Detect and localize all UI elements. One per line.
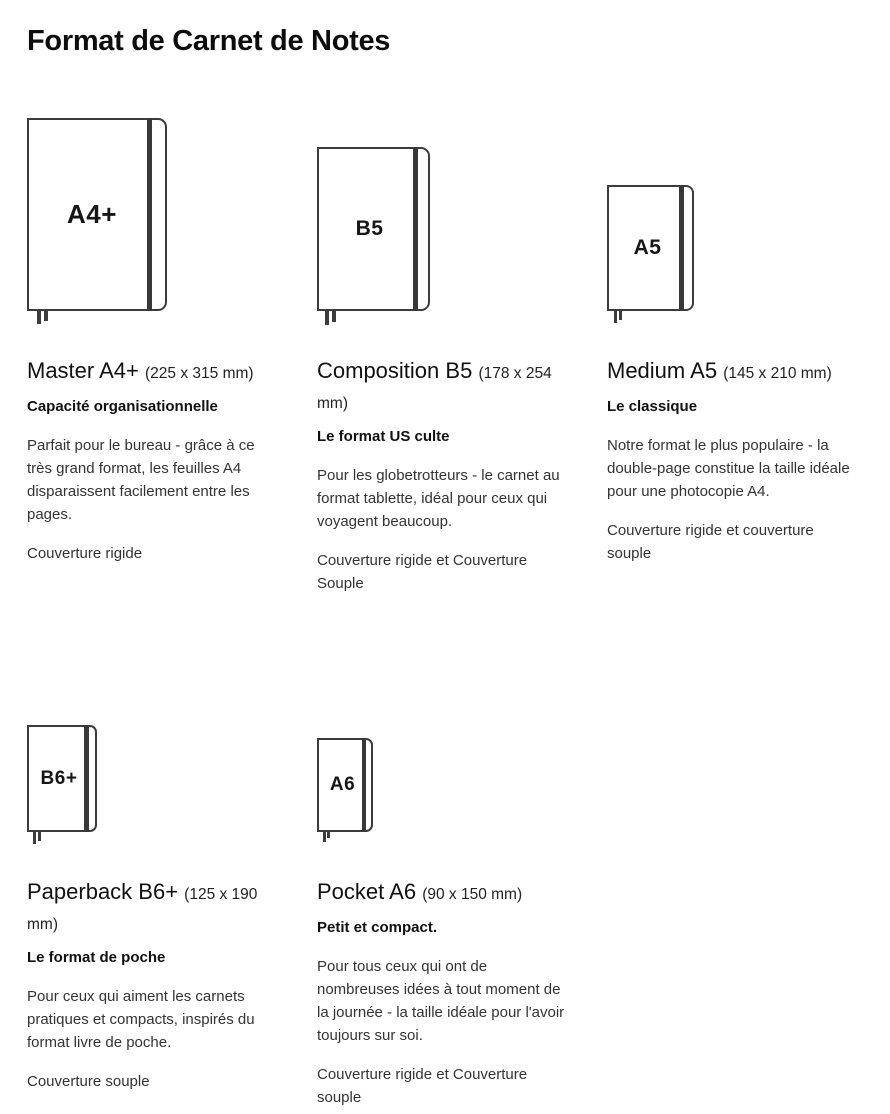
notebook-card-a6: [317, 725, 567, 1109]
elastic-band: [413, 147, 418, 311]
bookmark-ribbon: [619, 309, 622, 320]
format-description: Pour tous ceux qui ont de nombreuses idées à tout moment de la journée - la taille idéale pour l'avoir toujours sur soi.: [317, 958, 565, 1044]
notebook-card-b6plus: [27, 725, 277, 1093]
format-dimensions: (178 x 254 mm): [317, 365, 552, 412]
format-name: Paperback B6+: [27, 879, 179, 904]
elastic-band: [84, 725, 89, 832]
format-name: Pocket A6: [317, 879, 417, 904]
bookmark-ribbon: [332, 309, 336, 322]
notebook-size-label: A4+: [67, 199, 117, 229]
format-covers: Couverture rigide et Couverture souple: [317, 1066, 528, 1106]
format-dimensions: (90 x 150 mm): [422, 886, 523, 903]
format-covers: Couverture souple: [27, 1073, 150, 1090]
bookmark-ribbon: [327, 830, 330, 838]
format-description: Pour ceux qui aiment les carnets pratiques et compacts, inspirés du format livre de poche.: [27, 988, 255, 1051]
format-tagline: Le format US culte: [317, 428, 450, 445]
notebook-card-b5: [317, 118, 567, 595]
format-tagline: Le format de poche: [27, 949, 166, 966]
notebook-size-label: A5: [633, 236, 662, 259]
page-title: Format de Carnet de Notes: [27, 25, 391, 57]
format-description: Pour les globetrotteurs - le carnet au format tablette, idéal pour ceux qui voyagent beaucoup.: [317, 467, 560, 530]
notebook-illustration: [27, 725, 277, 848]
notebook-size-label: A6: [329, 774, 356, 795]
format-dimensions: (125 x 190 mm): [27, 886, 258, 933]
notebook-illustration: [317, 725, 567, 848]
notebook-cover: [607, 185, 694, 311]
format-heading: [27, 357, 277, 387]
elastic-band: [679, 185, 684, 311]
format-covers: Couverture rigide: [27, 545, 143, 562]
format-description: Notre format le plus populaire - la double-page constitue la taille idéale pour une photocopie A4.: [607, 437, 850, 500]
notebook-card-a5: [607, 118, 857, 565]
format-covers: Couverture rigide et Couverture Souple: [317, 552, 528, 592]
format-name: Master A4+: [27, 358, 139, 383]
format-tagline: Capacité organisationnelle: [27, 398, 218, 415]
format-heading: [607, 357, 857, 387]
format-name: Composition B5: [317, 358, 473, 383]
format-description: Parfait pour le bureau - grâce à ce très grand format, les feuilles A4 disparaissent facilement entre les pages.: [27, 437, 255, 523]
notebook-size-label: B6+: [40, 767, 78, 789]
bookmark-ribbon: [614, 309, 617, 323]
bookmark-ribbon: [325, 309, 329, 325]
notebook-illustration: [607, 118, 857, 327]
elastic-band: [147, 118, 152, 311]
formats-row-1: [27, 118, 862, 595]
format-heading: [317, 878, 567, 908]
format-name: Medium A5: [607, 358, 718, 383]
bookmark-ribbon: [323, 830, 326, 842]
format-covers: Couverture rigide et couverture souple: [607, 522, 814, 562]
bookmark-ribbon: [38, 830, 41, 841]
elastic-band: [362, 738, 366, 832]
format-heading: [27, 878, 277, 938]
notebook-illustration: [27, 118, 277, 327]
formats-row-2: [27, 725, 862, 1109]
notebook-card-a4plus: [27, 118, 277, 565]
bookmark-ribbon: [33, 830, 36, 844]
format-tagline: Le classique: [607, 398, 698, 415]
notebook-cover: [317, 738, 373, 832]
format-tagline: Petit et compact.: [317, 919, 438, 936]
bookmark-ribbon: [37, 309, 41, 324]
notebook-cover: [27, 725, 97, 832]
format-dimensions: (225 x 315 mm): [145, 365, 254, 382]
notebook-cover: [27, 118, 167, 311]
format-dimensions: (145 x 210 mm): [723, 365, 832, 382]
notebook-size-label: B5: [355, 217, 384, 240]
notebook-cover: [317, 147, 430, 311]
notebook-illustration: [317, 118, 567, 327]
bookmark-ribbon: [44, 309, 48, 321]
format-heading: [317, 357, 567, 417]
